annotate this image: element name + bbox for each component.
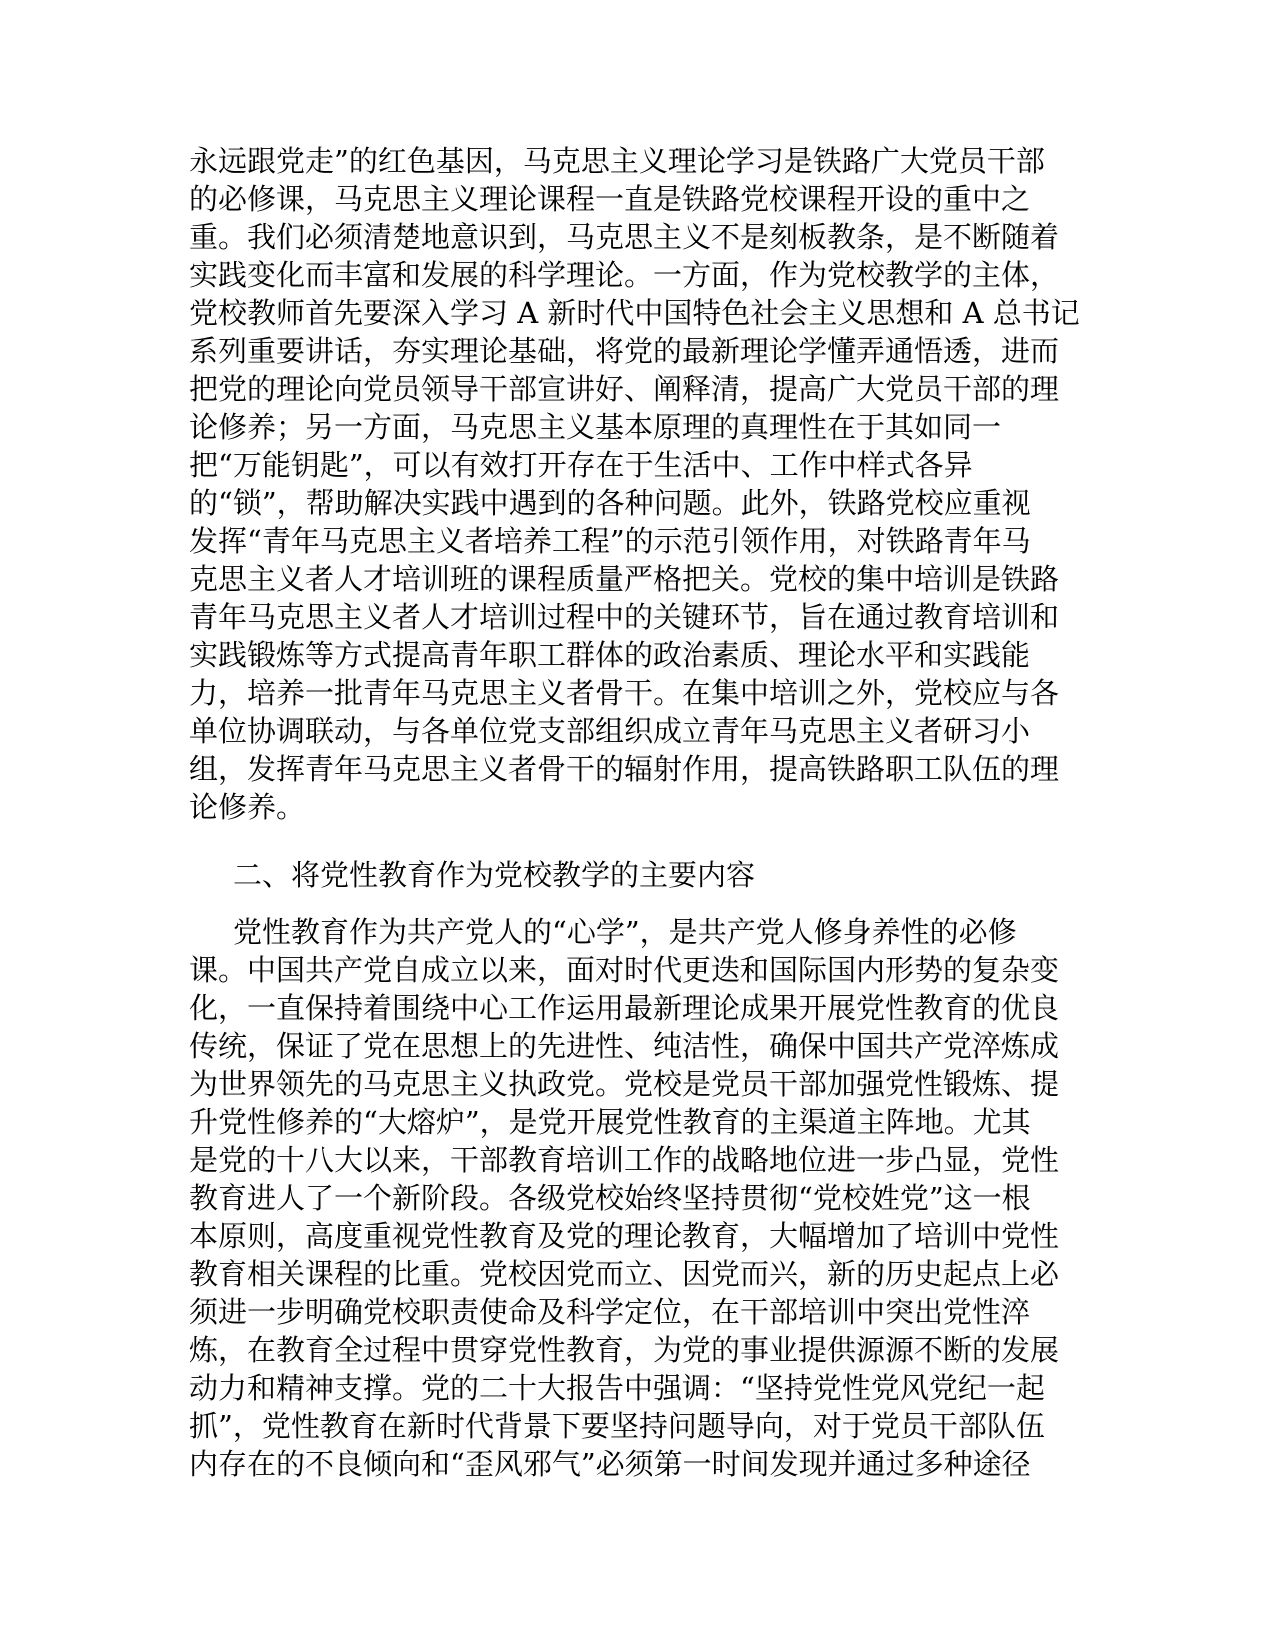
text-line: 把党的理论向党员领导干部宣讲好、阐释清，提高广大党员干部的理: [189, 372, 1060, 406]
text-line: 论修养。: [189, 790, 306, 824]
text-line: 论修养；另一方面，马克思主义基本原理的真理性在于其如同一: [189, 410, 1002, 444]
text-line: 青年马克思主义者人才培训过程中的关键环节，旨在通过教育培训和: [189, 600, 1060, 634]
text-line: 教育相关课程的比重。党校因党而立、因党而兴，新的历史起点上必: [189, 1257, 1060, 1291]
text-line: 升党性修养的“大熔炉”，是党开展党性教育的主渠道主阵地。尤其: [189, 1105, 1031, 1139]
text-line: 课。中国共产党自成立以来，面对时代更迭和国际国内形势的复杂变: [189, 953, 1060, 987]
section-heading-text: 二、将党性教育作为党校教学的主要内容: [233, 858, 756, 892]
text-line: 炼，在教育全过程中贯穿党性教育，为党的事业提供源源不断的发展: [189, 1333, 1060, 1367]
text-line: 单位协调联动，与各单位党支部组织成立青年马克思主义者研习小: [189, 714, 1031, 748]
body-paragraph-2: [189, 913, 1069, 1483]
text-line: 发挥“青年马克思主义者培养工程”的示范引领作用，对铁路青年马: [189, 524, 1031, 558]
text-line: 抓”，党性教育在新时代背景下要坚持问题导向，对于党员干部队伍: [189, 1409, 1045, 1443]
text-line: 本原则，高度重视党性教育及党的理论教育，大幅增加了培训中党性: [189, 1219, 1060, 1253]
body-paragraph-1: [189, 142, 1080, 826]
text-line: 实践锻炼等方式提高青年职工群体的政治素质、理论水平和实践能: [189, 638, 1031, 672]
text-line: 的必修课，马克思主义理论课程一直是铁路党校课程开设的重中之: [189, 182, 1031, 216]
text-line: 教育进人了一个新阶段。各级党校始终坚持贯彻“党校姓党”这一根: [189, 1181, 1031, 1215]
text-line: 力，培养一批青年马克思主义者骨干。在集中培训之外，党校应与各: [189, 676, 1060, 710]
text-line: 传统，保证了党在思想上的先进性、纯洁性，确保中国共产党淬炼成: [189, 1029, 1060, 1063]
text-line: 组，发挥青年马克思主义者骨干的辐射作用，提高铁路职工队伍的理: [189, 752, 1060, 786]
text-line: 为世界领先的马克思主义执政党。党校是党员干部加强党性锻炼、提: [189, 1067, 1060, 1101]
text-line: 把“万能钥匙”，可以有效打开存在于生活中、工作中样式各异: [189, 448, 973, 482]
text-line: 实践变化而丰富和发展的科学理论。一方面，作为党校教学的主体，: [189, 258, 1060, 292]
text-line: 永远跟党走”的红色基因，马克思主义理论学习是铁路广大党员干部: [189, 144, 1045, 178]
text-line: 内存在的不良倾向和“歪风邪气”必须第一时间发现并通过多种途径: [189, 1447, 1031, 1481]
text-line: 党校教师首先要深入学习 A 新时代中国特色社会主义思想和 A 总书记: [189, 296, 1080, 330]
text-line: 系列重要讲话，夯实理论基础，将党的最新理论学懂弄通悟透，进而: [189, 334, 1060, 368]
text-line: 重。我们必须清楚地意识到，马克思主义不是刻板教条，是不断随着: [189, 220, 1060, 254]
text-line: 党性教育作为共产党人的“心学”，是共产党人修身养性的必修: [233, 915, 1017, 949]
text-line: 的“锁”，帮助解决实践中遇到的各种问题。此外，铁路党校应重视: [189, 486, 1031, 520]
text-line: 克思主义者人才培训班的课程质量严格把关。党校的集中培训是铁路: [189, 562, 1060, 596]
text-line: 须进一步明确党校职责使命及科学定位，在干部培训中突出党性淬: [189, 1295, 1031, 1329]
text-line: 是党的十八大以来，干部教育培训工作的战略地位进一步凸显，党性: [189, 1143, 1060, 1177]
section-heading: [189, 856, 1069, 894]
text-line: 化，一直保持着围绕中心工作运用最新理论成果开展党性教育的优良: [189, 991, 1060, 1025]
text-line: 动力和精神支撑。党的二十大报告中强调：“坚持党性党风党纪一起: [189, 1371, 1045, 1405]
